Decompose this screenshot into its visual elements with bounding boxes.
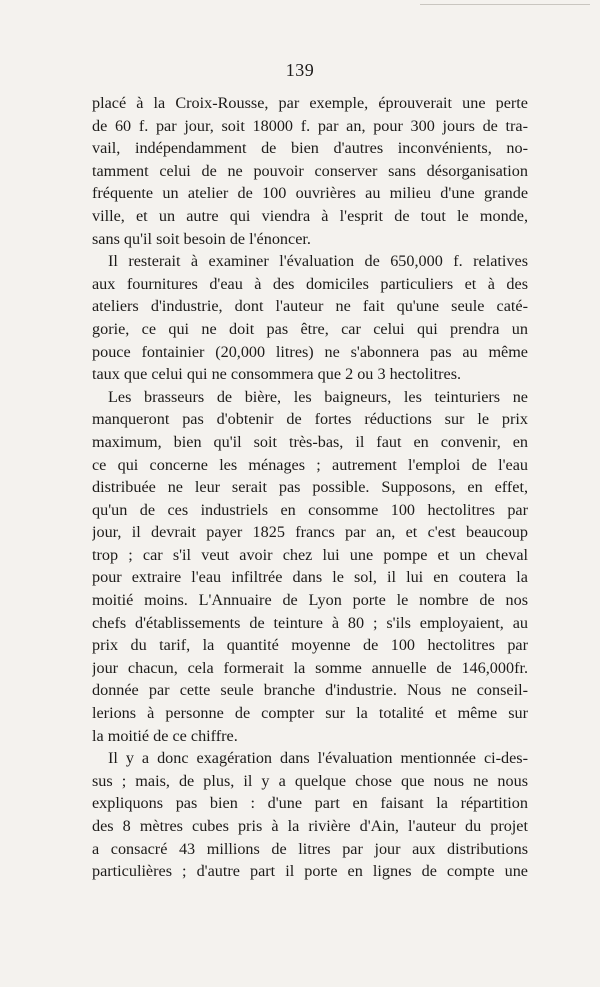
text-line: aux fournitures d'eau à des domiciles particuliers et à des <box>92 274 528 293</box>
text-line: taux que celui qui ne consommera que 2 ou 3 hectolitres. <box>92 365 462 384</box>
text-line: chefs d'établissements de teinture à 80 ; s'ils employaient, au <box>92 613 528 632</box>
text-line: Les brasseurs de bière, les baigneurs, les teinturiers ne <box>108 387 528 406</box>
text-line: tamment celui de ne pouvoir conserver sans désorganisation <box>92 161 528 180</box>
text-line: moitié moins. L'Annuaire de Lyon porte le nombre de nos <box>92 591 528 610</box>
text-line: distribuée ne leur serait pas possible. Supposons, en effet, <box>92 478 528 497</box>
paragraph-1 <box>92 92 528 250</box>
top-edge-rule <box>420 4 590 5</box>
text-line: fréquente un atelier de 100 ouvrières au milieu d'une grande <box>92 184 528 203</box>
paragraph-3 <box>92 386 528 748</box>
page-number: 139 <box>285 60 315 80</box>
text-line: de 60 f. par jour, soit 18000 f. par an, pour 300 jours de tra- <box>92 116 528 135</box>
text-line: Il resterait à examiner l'évaluation de 650,000 f. relatives <box>108 252 528 271</box>
text-line: gorie, ce qui ne doit pas être, car celui qui prendra un <box>92 319 528 338</box>
text-line: sans qu'il soit besoin de l'énoncer. <box>92 229 311 248</box>
text-line: lerions à personne de compter sur la totalité et même sur <box>92 704 528 723</box>
text-line: placé à la Croix-Rousse, par exemple, éprouverait une perte <box>92 94 528 112</box>
text-line: pour extraire l'eau infiltrée dans le sol, il lui en coutera la <box>92 568 528 587</box>
paragraph-2 <box>92 250 528 386</box>
text-line: des 8 mètres cubes pris à la rivière d'Ain, l'auteur du projet <box>92 817 528 835</box>
text-line: donnée par cette seule branche d'industrie. Nous ne conseil- <box>92 681 528 700</box>
text-line: a consacré 43 millions de litres par jour aux distributions <box>92 839 528 858</box>
body-text <box>92 92 528 883</box>
text-line: ville, et un autre qui viendra à l'esprit de tout le monde, <box>92 206 528 225</box>
text-line: pouce fontainier (20,000 litres) ne s'abonnera pas au même <box>92 342 528 361</box>
text-line: ce qui concerne les ménages ; autrement l'emploi de l'eau <box>92 455 528 474</box>
text-line: manqueront pas d'obtenir de fortes réductions sur le prix <box>92 410 528 429</box>
text-line: ateliers d'industrie, dont l'auteur ne fait qu'une seule caté- <box>92 297 528 316</box>
text-line: jour, il devrait payer 1825 francs par an, et c'est beaucoup <box>92 523 528 542</box>
text-line: sus ; mais, de plus, il y a quelque chose que nous ne nous <box>92 771 528 790</box>
text-line: trop ; car s'il veut avoir chez lui une pompe et un cheval <box>92 545 528 564</box>
paragraph-4 <box>92 747 528 883</box>
text-line: particulières ; d'autre part il porte en lignes de compte une <box>92 862 528 881</box>
text-line: prix du tarif, la quantité moyenne de 100 hectolitres par <box>92 636 528 655</box>
text-line: vail, indépendamment de bien d'autres inconvénients, no- <box>92 139 528 158</box>
text-line: Il y a donc exagération dans l'évaluation mentionnée ci-des- <box>108 749 528 768</box>
text-line: jour chacun, cela formerait la somme annuelle de 146,000fr. <box>92 658 528 677</box>
text-line: expliquons pas bien : d'une part en faisant la répartition <box>92 794 528 813</box>
text-line: la moitié de ce chiffre. <box>92 726 238 745</box>
text-line: qu'un de ces industriels en consomme 100 hectolitres par <box>92 500 528 519</box>
text-line: maximum, bien qu'il soit très-bas, il faut en convenir, en <box>92 432 528 451</box>
